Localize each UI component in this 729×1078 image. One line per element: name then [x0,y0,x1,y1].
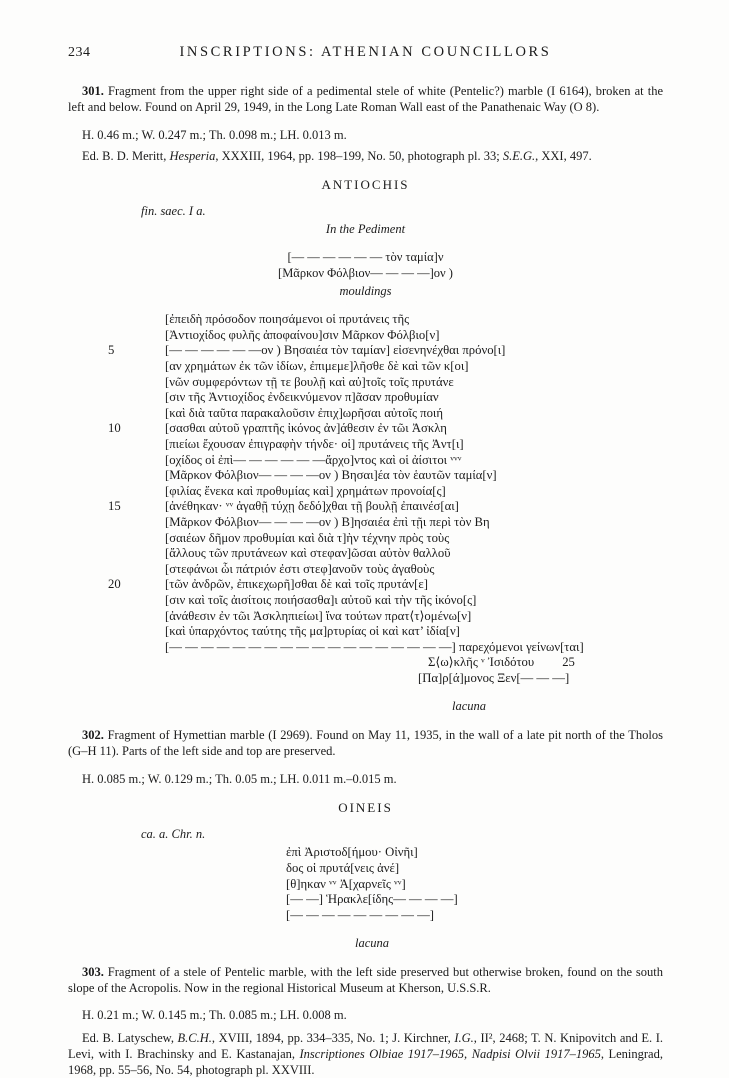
line-number-right: 25 [562,655,575,670]
inscription-line [108,499,663,515]
line-number [108,593,165,609]
page-number: 234 [68,45,91,60]
line-number [108,437,165,453]
entry-301-dimensions: H. 0.46 m.; W. 0.247 m.; Th. 0.098 m.; LH. 0.013 m. [82,127,347,142]
entry-301-tribe-heading: ANTIOCHIS [321,176,410,192]
inscription-line [108,312,663,328]
entry-303-description: 303. Fragment of a stele of Pentelic marble, with the left side preserved but otherwise broken, found on the south slope of the Acropolis. Now in the regional Historical Museum at Kherson, U.S.S.R. [68,964,663,995]
line-number [108,531,165,547]
inscription-line [108,624,663,640]
inscription-line-text: [ἀνέθηκαν· ᵛᵛ ἀγαθῇ τύχῃ δεδό]χθαι τῇ βουλῇ ἐπαινέσ[αι] [165,499,459,514]
running-head [68,44,663,62]
inscription-line [108,359,663,375]
inscription-line [108,515,663,531]
inscription-line-text: Σ⟨ω⟩κλῆς ᵛ Ἰσιδότου [428,655,535,670]
line-number [108,453,165,469]
line-number: 15 [108,499,121,514]
inscription-line-text: [Μᾶρκον Φόλβιον— — — —ον ) Βησαι]έα τὸν ἑαυτῶν ταμία[ν] [165,468,497,483]
inscription-line [108,655,663,671]
line-number [108,624,165,640]
inscription-line [108,453,663,469]
entry-301-description: 301. Fragment from the upper right side of a pedimental stele of white (Pentelic?) marble (I 6164), broken at the left and below. Found on April 29, 1949, in the Long Late Roman Wall east of the Panathenaic Way (O 8). [68,84,663,114]
inscription-line [108,343,663,359]
inscription-line-text: [σαιέων δῆμον προθυμίαι καὶ διὰ τ]ὴν τέχνην πρὸς τοὺς [165,530,450,545]
pediment-label: In the Pediment [325,222,406,237]
inscription-line-text: [σιν καὶ τοῖς ἀισίτοις ποιήσασθα]ι αὐτοῦ καὶ τὴν τῆς ἰκόνο[ς] [165,592,477,607]
inscription-line: [— — — — — — τὸν ταμία]ν [287,250,444,265]
inscription-line-text: [ἀνάθεσιν ἐν τῶι Ἀσκληπιείωι] ἵνα τούτων πρατ⟨τ⟩ομένω[ν] [165,608,472,623]
line-number [108,671,165,687]
inscription-line-text: [καὶ ὑπαρχόντος ταύτης τῆς μα]ρτυρίας οἱ καὶ κατ’ ἰδία[ν] [165,624,460,639]
entry-301-inscription [68,222,663,714]
entry-301-edition: Ed. B. D. Meritt, Hesperia, XXXIII, 1964, pp. 198–199, No. 50, photograph pl. 33; S.E.G., XXI, 497. [82,148,592,163]
line-number [108,468,165,484]
inscription-line-text: [τῶν ἀνδρῶν, ἐπικεχωρῆ]σθαι δὲ καὶ τοῖς πρυτάν[ε] [165,577,428,592]
entry-303-dimensions: H. 0.21 m.; W. 0.145 m.; Th. 0.085 m.; LH. 0.008 m. [82,1008,347,1023]
inscription-line-text: [φιλίας ἕνεκα καὶ προθυμίας καὶ] χρημάτων προνοία[ς] [165,483,446,498]
line-number [108,546,165,562]
running-title: INSCRIPTIONS: ATHENIAN COUNCILLORS [179,44,552,60]
inscription-line [108,640,663,656]
inscription-line-text: [αν χρημάτων ἐκ τῶν ἰδίων, ἐπιμεμε]λῆσθε δὲ καὶ τῶν κ[οι] [165,359,469,374]
greek-text-302 [286,845,663,923]
inscription-line-text: [καὶ διὰ ταῦτα παρακαλοῦσιν ἐπιχ]ωρῆσαι αὐτοῖς ποιή [165,405,443,420]
inscription-line [108,406,663,422]
line-number [108,359,165,375]
line-number [108,375,165,391]
line-number [108,515,165,531]
line-number: 10 [108,421,121,436]
lacuna-label: lacuna [355,935,390,950]
inscription-line-text: [πιείωι ἔχουσαν ἐπιγραφὴν τήνδε· οἱ] πρυτάνεις τῆς Ἀντ[ι] [165,437,464,452]
inscription-line [108,468,663,484]
entry-301 [68,83,663,715]
inscription-line-text: [— — — — — — — — — — — — — — — — — —] παρεχόμενοι γείνων[ται] [165,639,584,654]
inscription-line-text: [Πα]ρ[ά]μονος Ξεν[— — —] [418,670,570,685]
line-number [108,312,165,328]
line-number [108,484,165,500]
line-number [108,609,165,625]
inscription-line [108,593,663,609]
inscription-line-text: [— — — — — —ον ) Βησαιέα τὸν ταμίαν] εἰσενηνέχθαι πρόνο[ι] [165,343,506,358]
inscription-line-text: [νῶν συμφερόντων τῇ τε βουλῇ καὶ αὐ]τοῖς τοῖς πρυτάνε [165,374,454,389]
inscription-line [108,421,663,437]
inscription-line: δος οἱ πρυτά[νεις ἀνέ] [286,860,400,875]
inscription-line-text: [σιν τῆς Ἀντιοχίδος ἐνδεικνύμενον π]ᾶσαν προθυμίαν [165,390,439,405]
inscription-line [108,375,663,391]
line-number [108,562,165,578]
inscription-line [108,484,663,500]
inscription-line [108,328,663,344]
entry-303 [68,964,663,1078]
inscription-line-text: [Μᾶρκον Φόλβιον— — — —ον ) Β]ησαιέα ἐπὶ τῇι περὶ τὸν Βη [165,515,490,529]
inscription-line-text: [οχίδος οἱ ἐπὶ— — — — — —ἄρχο]ντος καὶ οἱ ἀίσιτοι ᵛᵛᵛ [165,452,462,467]
inscription-line-text: [ἐπειδὴ πρόσοδον ποιησάμενοι οἱ πρυτάνεις τῆς [165,312,410,327]
line-number [108,406,165,422]
entry-302-description: 302. Fragment of Hymettian marble (I 2969). Found on May 11, 1935, in the wall of a late pit north of the Tholos (G–H 11). Parts of the left side and top are preserved. [68,728,663,759]
inscription-line: [— — — — — — — — —] [286,907,435,922]
pediment-lines [68,250,663,281]
inscription-line [108,562,663,578]
inscription-line: [θ]ηκαν ᵛᵛ Ἀ[χαρνεῖς ᵛᵛ] [286,876,406,891]
inscription-line [108,671,663,687]
lacuna-label: lacuna [452,699,487,714]
entry-302-dimensions: H. 0.085 m.; W. 0.129 m.; Th. 0.05 m.; LH. 0.011 m.–0.015 m. [82,771,397,786]
inscription-line-text: [στεφάνωι ὧι πάτριόν ἐστι στεφ]ανοῦν τοὺς ἀγαθοὺς [165,561,435,576]
entry-302 [68,727,663,951]
inscription-line [108,531,663,547]
mouldings-label: mouldings [339,284,392,299]
inscription-line [108,437,663,453]
entry-301-date: fin. saec. I a. [141,204,206,219]
greek-text-301 [108,312,663,686]
inscription-line [108,546,663,562]
line-number: 20 [108,577,121,592]
entry-302-tribe-heading: OINEIS [338,799,393,815]
entry-302-date: ca. a. Chr. n. [141,827,206,842]
line-number [108,328,165,344]
line-number [108,390,165,406]
line-number [108,655,165,671]
inscription-line-text: [ἄλλους τῶν πρυτάνεων καὶ στεφαν]ῶσαι αὐτὸν θαλλοῦ [165,546,451,561]
entry-303-edition: Ed. B. Latyschew, B.C.H., XVIII, 1894, pp. 334–335, No. 1; J. Kirchner, I.G., II², 2468; T. N. Knipovitch and E. I. Levi, with I. Brachinsky and E. Kastanajan, Inscriptiones Olbiae 1917–1965, Nadpisi Olvii 1917–1965, Leningrad, 1968, pp. 55–56, No. 54, photograph pl. XXVIII. [68,1031,663,1078]
inscription-line [108,609,663,625]
line-number [108,640,165,656]
inscription-line-text: [σασθαι αὐτοῦ γραπτῆς ἰκόνος ἀν]άθεσιν ἐν τῶι Ἀσκλη [165,421,447,436]
inscription-line-text: [Ἀντιοχίδος φυλῆς ἀποφαίνου]σιν Μᾶρκον Φόλβιο[ν] [165,327,440,342]
inscription-line: ἐπὶ Ἀριστοδ[ήμου· Οἰνῆι] [286,845,418,860]
inscription-line [108,577,663,593]
inscription-line [108,390,663,406]
inscription-line: [Μᾶρκον Φόλβιον— — — —]ον ) [278,265,453,280]
inscription-line: [— —] Ἡρακλε[ίδης— — — —] [286,892,458,907]
line-number: 5 [108,343,115,358]
